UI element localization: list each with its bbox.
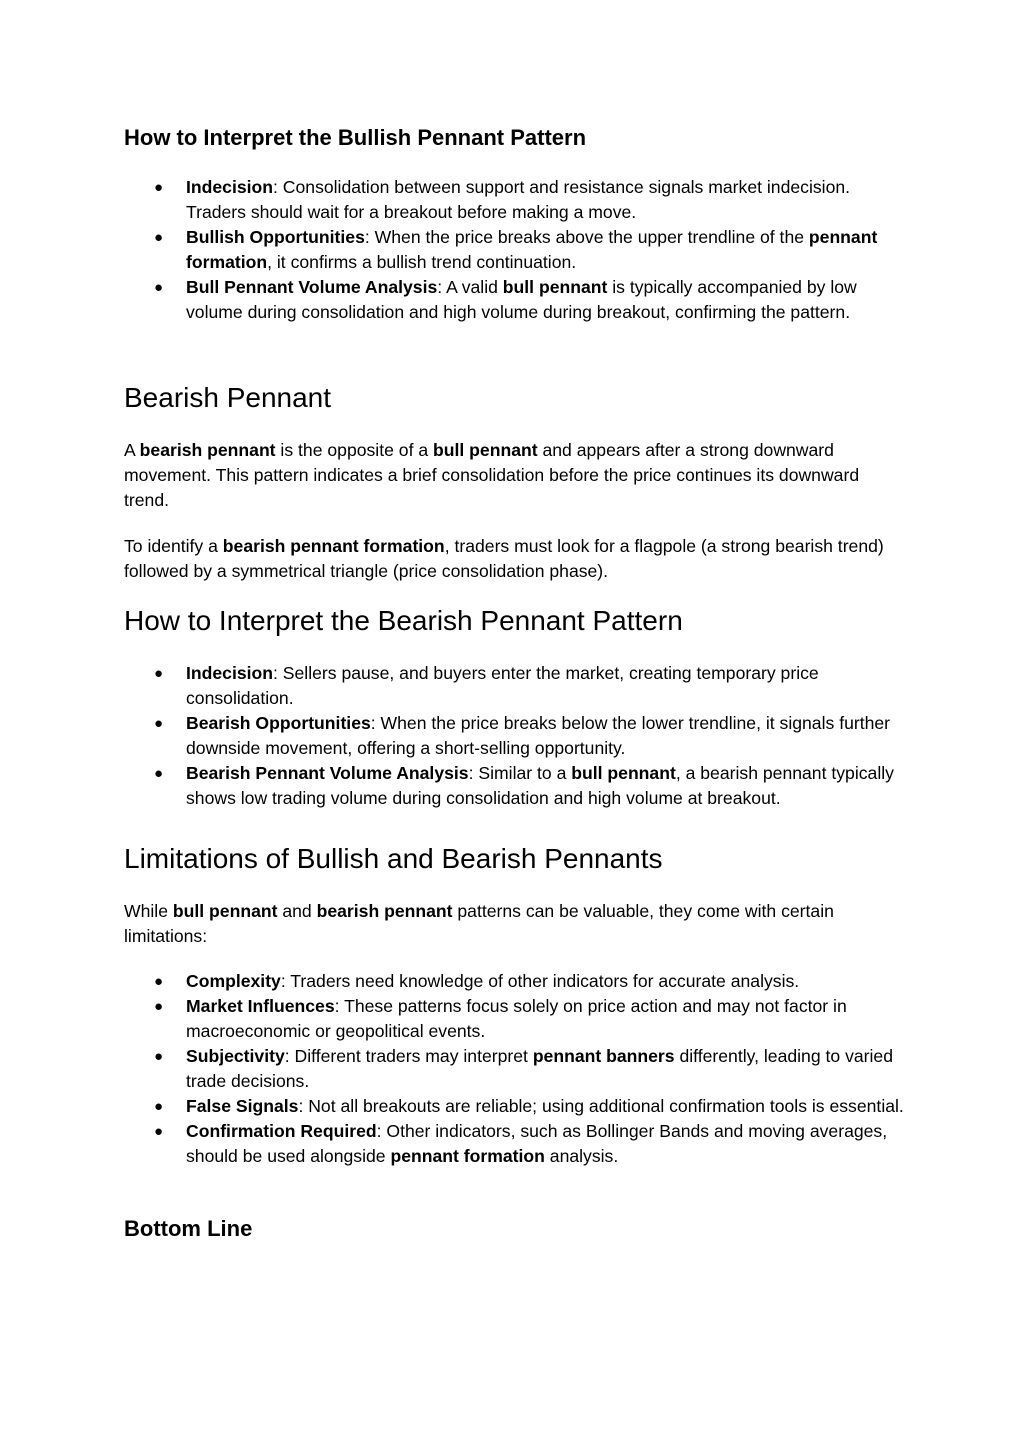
limitations-intro — [124, 899, 904, 949]
para-bold-phrase: bearish pennant formation — [222, 536, 445, 556]
bullet-icon: ● — [154, 1098, 164, 1115]
list-item — [124, 275, 904, 325]
para-text: A — [124, 440, 140, 460]
item-text: : Other indicators, such as Bollinger Bands and moving averages, should be used alongside — [186, 1121, 888, 1166]
list-item — [124, 1119, 904, 1169]
bullish-interpret-list — [124, 175, 904, 325]
para-text: patterns can be valuable, they come with certain limitations: — [124, 901, 834, 946]
item-term: Bull Pennant Volume Analysis — [186, 277, 438, 297]
bullet-icon: ● — [154, 179, 164, 196]
bullet-icon: ● — [154, 765, 164, 782]
bullet-icon: ● — [154, 973, 164, 990]
para-text: and appears after a strong downward movement. This pattern indicates a brief consolidation before the price continues its downward trend. — [124, 440, 860, 510]
item-term: Indecision — [186, 177, 274, 197]
item-term: Indecision — [186, 663, 274, 683]
item-term: Confirmation Required — [186, 1121, 377, 1141]
bullet-icon: ● — [154, 998, 164, 1015]
list-item — [124, 225, 904, 275]
list-item — [124, 175, 904, 225]
para-bold-phrase: bearish pennant — [139, 440, 276, 460]
list-item — [124, 761, 904, 811]
item-text: : When the price breaks below the lower trendline, it signals further downside movement, offering a short-selling opportunity. — [186, 713, 891, 758]
heading-bearish-interpret: How to Interpret the Bearish Pennant Pattern — [124, 605, 683, 636]
item-term: Bullish Opportunities — [186, 227, 365, 247]
list-item — [124, 711, 904, 761]
bearish-pennant-paragraph-2 — [124, 534, 904, 584]
list-item — [124, 661, 904, 711]
para-bold-phrase: bull pennant — [172, 901, 278, 921]
item-text: : Not all breakouts are reliable; using additional confirmation tools is essential. — [298, 1096, 904, 1116]
limitations-list — [124, 969, 904, 1169]
para-text: While — [124, 901, 173, 921]
para-bold-phrase: bearish pennant — [316, 901, 453, 921]
para-text: To identify a — [124, 536, 223, 556]
item-text: analysis. — [544, 1146, 619, 1166]
item-text: : Similar to a — [468, 763, 572, 783]
item-term: Bearish Pennant Volume Analysis — [186, 763, 469, 783]
item-term: Bearish Opportunities — [186, 713, 371, 733]
para-text: is the opposite of a — [275, 440, 434, 460]
list-item — [124, 994, 904, 1044]
heading-bullish-interpret: How to Interpret the Bullish Pennant Pattern — [124, 125, 587, 150]
bullet-icon: ● — [154, 1048, 164, 1065]
item-term: False Signals — [186, 1096, 299, 1116]
item-text: : Consolidation between support and resistance signals market indecision. Traders should wait for a breakout before making a move. — [186, 177, 851, 222]
list-item — [124, 1094, 904, 1119]
item-bold-phrase: bull pennant — [502, 277, 608, 297]
item-term: Subjectivity — [186, 1046, 285, 1066]
para-text: and — [277, 901, 317, 921]
item-term: Market Influences — [186, 996, 335, 1016]
item-term: Complexity — [186, 971, 281, 991]
list-item — [124, 1044, 904, 1094]
bearish-pennant-paragraph-1 — [124, 438, 904, 513]
bullet-icon: ● — [154, 229, 164, 246]
item-bold-phrase: pennant formation — [186, 227, 878, 272]
para-text: , traders must look for a flagpole (a strong bearish trend) followed by a symmetrical triangle (price consolidation phase). — [124, 536, 884, 581]
item-text: differently, leading to varied trade decisions. — [186, 1046, 893, 1091]
item-text: , it confirms a bullish trend continuation. — [267, 252, 577, 272]
item-text: : When the price breaks above the upper trendline of the — [364, 227, 809, 247]
bearish-interpret-list — [124, 661, 904, 811]
heading-limitations: Limitations of Bullish and Bearish Pennants — [124, 843, 663, 874]
item-text: : Sellers pause, and buyers enter the market, creating temporary price consolidation. — [186, 663, 819, 708]
heading-bottom-line: Bottom Line — [124, 1216, 253, 1241]
bullet-icon: ● — [154, 1123, 164, 1140]
item-bold-phrase: pennant formation — [390, 1146, 545, 1166]
bullet-icon: ● — [154, 665, 164, 682]
item-text: , a bearish pennant typically shows low trading volume during consolidation and high volume at breakout. — [186, 763, 894, 808]
item-bold-phrase: bull pennant — [571, 763, 676, 783]
bullet-icon: ● — [154, 715, 164, 732]
para-bold-phrase: bull pennant — [433, 440, 538, 460]
item-bold-phrase: pennant banners — [532, 1046, 675, 1066]
item-text: is typically accompanied by low volume during consolidation and high volume during breakout, confirming the pattern. — [186, 277, 857, 322]
item-text: : These patterns focus solely on price action and may not factor in macroeconomic or geopolitical events. — [186, 996, 847, 1041]
list-item — [124, 969, 904, 994]
item-text: : Different traders may interpret — [284, 1046, 533, 1066]
item-text: : Traders need knowledge of other indicators for accurate analysis. — [280, 971, 800, 991]
heading-bearish-pennant: Bearish Pennant — [124, 382, 332, 413]
bullet-icon: ● — [154, 279, 164, 296]
item-text: : A valid — [437, 277, 503, 297]
